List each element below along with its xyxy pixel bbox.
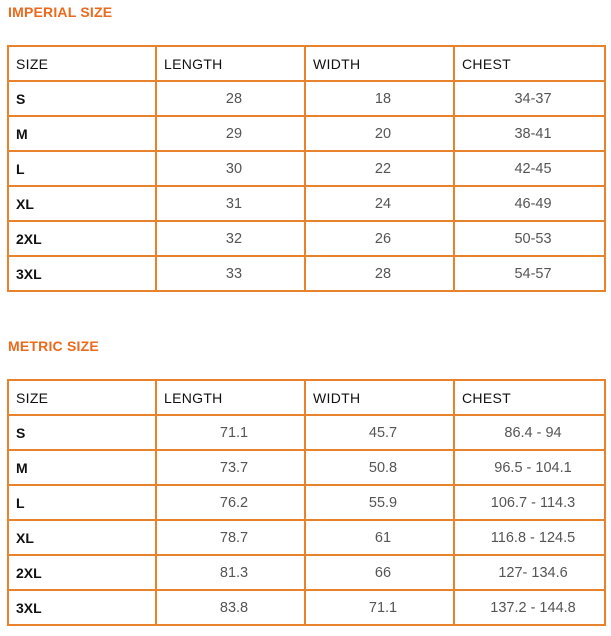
length-cell <box>156 116 305 151</box>
length-value: 81.3 <box>219 564 249 581</box>
length-cell <box>156 520 305 555</box>
chest-value: 50-53 <box>514 230 552 247</box>
width-cell <box>305 221 454 256</box>
chest-cell <box>454 221 605 256</box>
chest-cell <box>454 116 605 151</box>
chest-cell <box>454 415 605 450</box>
column-header-width: WIDTH <box>305 380 454 415</box>
table-row <box>8 520 605 555</box>
width-cell <box>305 450 454 485</box>
length-cell <box>156 485 305 520</box>
width-cell <box>305 520 454 555</box>
chest-value: 34-37 <box>514 90 552 107</box>
table-row <box>8 555 605 590</box>
chest-value: 54-57 <box>514 265 552 282</box>
imperial-size-table <box>7 45 606 292</box>
size-cell: XL <box>8 520 156 555</box>
chest-cell <box>454 520 605 555</box>
width-cell <box>305 151 454 186</box>
table-row <box>8 256 605 291</box>
imperial-size-title: IMPERIAL SIZE <box>8 4 113 20</box>
table-row <box>8 221 605 256</box>
length-value: 31 <box>225 195 243 212</box>
table-row <box>8 590 605 625</box>
size-cell: L <box>8 485 156 520</box>
table-header-row <box>8 380 605 415</box>
length-cell <box>156 151 305 186</box>
chest-cell <box>454 151 605 186</box>
table-row <box>8 415 605 450</box>
table-row <box>8 81 605 116</box>
chest-value: 86.4 - 94 <box>504 424 562 441</box>
width-cell <box>305 555 454 590</box>
size-cell: S <box>8 415 156 450</box>
width-value: 18 <box>374 90 392 107</box>
column-header-width: WIDTH <box>305 46 454 81</box>
width-cell <box>305 415 454 450</box>
column-header-length: LENGTH <box>156 380 305 415</box>
size-cell: XL <box>8 186 156 221</box>
chest-cell <box>454 186 605 221</box>
chest-cell <box>454 485 605 520</box>
length-value: 71.1 <box>219 424 249 441</box>
size-cell: M <box>8 450 156 485</box>
table-row <box>8 186 605 221</box>
chest-value: 96.5 - 104.1 <box>494 459 572 476</box>
size-cell: 2XL <box>8 555 156 590</box>
length-cell <box>156 555 305 590</box>
size-cell: M <box>8 116 156 151</box>
table-row <box>8 116 605 151</box>
column-header-length: LENGTH <box>156 46 305 81</box>
size-cell: L <box>8 151 156 186</box>
length-value: 33 <box>225 265 243 282</box>
chest-cell <box>454 450 605 485</box>
length-cell <box>156 221 305 256</box>
column-header-chest: CHEST <box>454 46 605 81</box>
chest-value: 106.7 - 114.3 <box>490 494 576 511</box>
width-cell <box>305 485 454 520</box>
chest-cell <box>454 81 605 116</box>
metric-size-table <box>7 379 606 626</box>
length-cell <box>156 415 305 450</box>
width-value: 66 <box>374 564 392 581</box>
chest-cell <box>454 590 605 625</box>
column-header-size: SIZE <box>8 380 156 415</box>
chest-value: 46-49 <box>514 195 552 212</box>
table-header-row <box>8 46 605 81</box>
chest-value: 116.8 - 124.5 <box>490 529 576 546</box>
width-cell <box>305 81 454 116</box>
chest-cell <box>454 256 605 291</box>
length-cell <box>156 81 305 116</box>
width-value: 61 <box>374 529 392 546</box>
size-cell: 3XL <box>8 256 156 291</box>
width-value: 55.9 <box>368 494 398 511</box>
size-cell: 3XL <box>8 590 156 625</box>
width-value: 22 <box>374 160 392 177</box>
width-value: 45.7 <box>368 424 398 441</box>
column-header-size: SIZE <box>8 46 156 81</box>
chest-value: 38-41 <box>514 125 552 142</box>
width-cell <box>305 116 454 151</box>
length-cell <box>156 590 305 625</box>
table-row <box>8 485 605 520</box>
length-cell <box>156 450 305 485</box>
chest-value: 137.2 - 144.8 <box>490 599 576 616</box>
width-value: 28 <box>374 265 392 282</box>
length-value: 29 <box>225 125 243 142</box>
chest-value: 127- 134.6 <box>498 564 568 581</box>
width-value: 71.1 <box>368 599 398 616</box>
size-cell: S <box>8 81 156 116</box>
width-cell <box>305 256 454 291</box>
table-row <box>8 450 605 485</box>
size-cell: 2XL <box>8 221 156 256</box>
width-value: 26 <box>374 230 392 247</box>
chest-value: 42-45 <box>514 160 552 177</box>
length-value: 76.2 <box>219 494 249 511</box>
length-value: 30 <box>225 160 243 177</box>
column-header-chest: CHEST <box>454 380 605 415</box>
width-value: 50.8 <box>368 459 398 476</box>
length-value: 32 <box>225 230 243 247</box>
width-cell <box>305 590 454 625</box>
width-cell <box>305 186 454 221</box>
length-cell <box>156 256 305 291</box>
length-value: 78.7 <box>219 529 249 546</box>
width-value: 24 <box>374 195 392 212</box>
metric-size-title: METRIC SIZE <box>8 338 99 354</box>
width-value: 20 <box>374 125 392 142</box>
length-cell <box>156 186 305 221</box>
length-value: 73.7 <box>219 459 249 476</box>
length-value: 28 <box>225 90 243 107</box>
chest-cell <box>454 555 605 590</box>
length-value: 83.8 <box>219 599 249 616</box>
table-row <box>8 151 605 186</box>
